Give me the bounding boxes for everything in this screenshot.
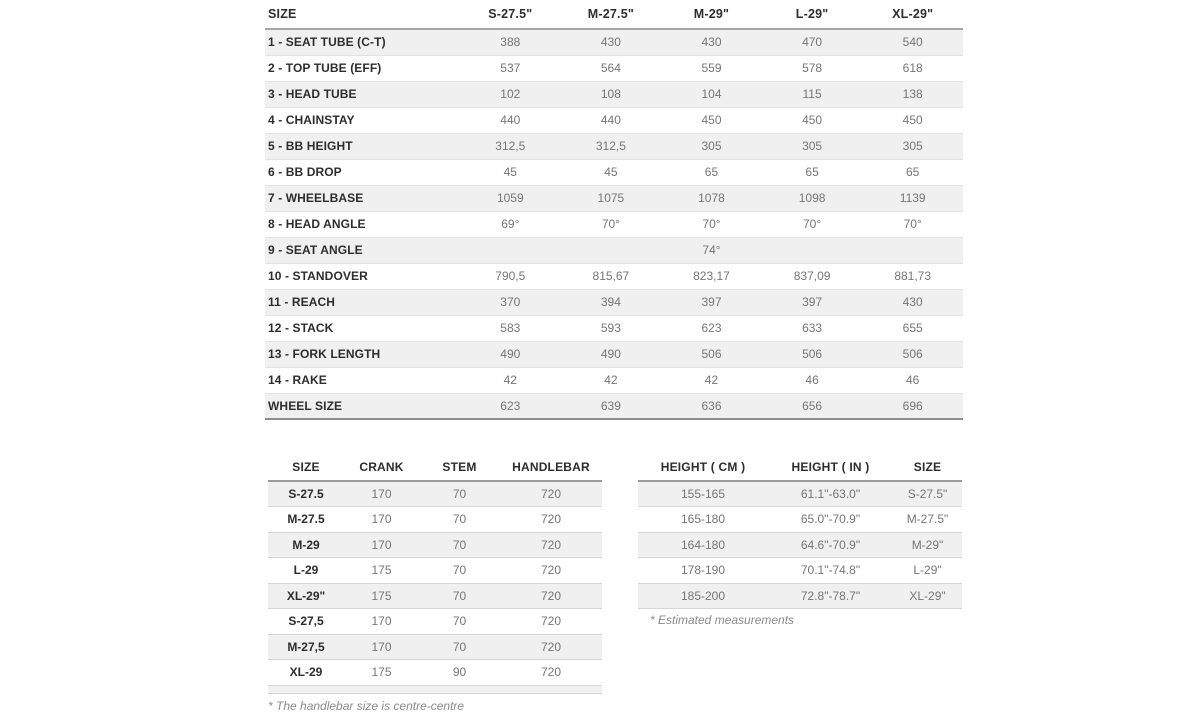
sizing_table-cell: S-27.5" [907, 487, 948, 501]
geometry-value [862, 237, 963, 263]
geometry-value: 506 [701, 347, 722, 361]
sizing_table-cell: M-29" [911, 537, 944, 552]
geometry-value: 639 [600, 398, 621, 413]
rider-sizing-table [638, 453, 962, 609]
geometry-table-body [265, 29, 963, 419]
geometry-value: 578 [802, 61, 823, 75]
geometry-value: 881,73 [894, 269, 932, 283]
geometry-value: 656 [802, 398, 823, 413]
geometry-value: 537 [500, 61, 521, 75]
sizing_table-cell: 185-200 [680, 588, 726, 603]
components_table-cell: 720 [540, 537, 562, 552]
geometry-value: 115 [802, 87, 822, 101]
geometry-row-label: 6 - BB DROP [268, 165, 342, 179]
geometry-value: 1059 [496, 191, 524, 205]
table-filler-cell [268, 685, 602, 693]
geometry-value: 623 [500, 398, 521, 413]
components_table-cell: 70 [452, 537, 467, 552]
components_table-cell: 90 [452, 665, 467, 680]
geometry-value: 70° [803, 217, 822, 231]
components_table-cell: 720 [540, 487, 562, 501]
components_table-cell: 170 [371, 639, 392, 654]
sizing_table-cell: L-29" [913, 563, 942, 578]
components_table-cell: 70 [452, 487, 467, 501]
table-filler-row [268, 685, 602, 693]
geometry-value: 70° [903, 217, 922, 231]
geometry-value: 1075 [597, 191, 625, 205]
components_table-row [268, 558, 602, 584]
geometry-value: 633 [802, 321, 823, 335]
sizing_table-cell: 155-165 [680, 487, 726, 501]
estimated-measurements-footnote: * Estimated measurements [650, 613, 795, 627]
sizing_table-cell: 61.1"-63.0" [800, 487, 861, 501]
geometry-row [265, 81, 963, 107]
components_table-cell: 175 [371, 563, 392, 578]
geometry-row [265, 367, 963, 393]
components_table-cell: 170 [371, 487, 392, 501]
sizing_table-column-header: HEIGHT ( CM ) [660, 459, 746, 474]
components_table-row [268, 583, 602, 609]
geometry-value: 394 [600, 295, 621, 309]
geometry-row [265, 237, 963, 263]
components_table-column-header: STEM [442, 459, 477, 474]
geometry-row-label: 8 - HEAD ANGLE [268, 217, 366, 231]
components_table-row [268, 634, 602, 660]
size-column-header: SIZE [268, 7, 297, 21]
geometry-header-row [265, 0, 963, 29]
sizing_table-row [638, 481, 962, 507]
geometry-value: 108 [600, 87, 621, 101]
frame-size-column-header: L-29" [795, 7, 829, 21]
geometry-value: 470 [802, 35, 823, 50]
geometry-row [265, 133, 963, 159]
components_table-cell: 720 [540, 665, 562, 680]
geometry-row-label: 1 - SEAT TUBE (C-T) [268, 35, 386, 50]
components_table-cell: XL-29" [286, 588, 326, 603]
sizing_table-column-header: SIZE [913, 459, 942, 474]
geometry-row-label: 7 - WHEELBASE [268, 191, 364, 205]
components_table-cell: XL-29 [289, 665, 323, 680]
sizing_table-cell: 178-190 [680, 563, 726, 578]
geometry-value: 1078 [698, 191, 725, 205]
geometry-value: 70° [601, 217, 620, 231]
geometry-table [265, 0, 963, 420]
components_table-cell: 720 [540, 588, 562, 603]
geometry-value: 618 [902, 61, 923, 75]
frame-size-column-header: M-29" [693, 7, 730, 21]
components-table-header [268, 453, 602, 481]
geometry-value: 559 [701, 61, 722, 75]
geometry-value: 138 [902, 87, 923, 101]
components_table-cell: 720 [540, 512, 562, 527]
frame-size-column-header: XL-29" [892, 7, 934, 21]
sizing_table-cell: 72.8"-78.7" [800, 588, 861, 603]
sizing_table-column-header: HEIGHT ( IN ) [791, 459, 870, 474]
components_table-cell: S-27,5 [288, 614, 324, 629]
geometry-value: 450 [902, 113, 923, 127]
geometry-value: 305 [902, 139, 923, 153]
components_table-cell: 170 [371, 537, 392, 552]
geometry-row-label: 2 - TOP TUBE (EFF) [268, 61, 382, 75]
geometry-value: 593 [600, 321, 621, 335]
components_table-cell: M-29 [292, 537, 320, 552]
geometry-value: 540 [902, 35, 923, 50]
components_table-row [268, 532, 602, 558]
geometry-value: 312,5 [495, 139, 526, 153]
geometry-value: 70° [702, 217, 721, 231]
components_table-row [268, 660, 602, 686]
geometry-value: 312,5 [595, 139, 626, 153]
sizing_table-cell: M-27.5" [906, 512, 949, 527]
geometry-value: 1139 [899, 191, 926, 205]
geometry-value: 370 [500, 295, 521, 309]
geometry-value: 696 [902, 398, 923, 413]
geometry-value: 69° [501, 217, 520, 231]
components_table-cell: 175 [371, 588, 392, 603]
geometry-row [265, 185, 963, 211]
geometry-value: 65 [704, 165, 719, 179]
components_table-cell: 720 [540, 563, 562, 578]
geometry-value: 506 [802, 347, 823, 361]
geometry-row-label: 10 - STANDOVER [268, 269, 368, 283]
geometry-value: 397 [802, 295, 823, 309]
sizing_table-cell: 65.0"-70.9" [800, 512, 861, 527]
geometry-value: 623 [701, 321, 722, 335]
components_table-header-row [268, 453, 602, 481]
geometry-row-label: 4 - CHAINSTAY [268, 113, 355, 127]
geometry-value: 45 [503, 165, 517, 179]
geometry-value: 490 [500, 347, 521, 361]
geometry-value: 790,5 [495, 269, 526, 283]
geometry-row-label: 5 - BB HEIGHT [268, 139, 353, 153]
geometry-value: 583 [500, 321, 521, 335]
components_table-cell: M-27,5 [287, 639, 325, 654]
components_table-cell: 175 [371, 665, 392, 680]
components_table-cell: 70 [452, 588, 467, 603]
geometry-value: 430 [902, 295, 923, 309]
geometry-value: 388 [500, 35, 521, 50]
geometry-row-label: 9 - SEAT ANGLE [268, 243, 363, 257]
components_table-row [268, 609, 602, 635]
sizing_table-cell: 70.1"-74.8" [800, 563, 861, 578]
components-table [268, 453, 602, 694]
components_table-cell: 720 [540, 639, 562, 654]
geometry-value: 564 [600, 61, 621, 75]
sizing_table-row [638, 532, 962, 558]
geometry-row-label: 3 - HEAD TUBE [268, 87, 357, 101]
geometry-value: 450 [701, 113, 722, 127]
geometry-value: 1098 [798, 191, 826, 205]
geometry-row [265, 341, 963, 367]
geometry-value: 102 [500, 87, 521, 101]
geometry-row-label: 11 - REACH [268, 295, 336, 309]
handlebar-footnote: * The handlebar size is centre-centre [268, 699, 465, 713]
geometry-row [265, 393, 963, 419]
geometry-value: 397 [701, 295, 722, 309]
geometry-value: 42 [503, 373, 517, 387]
sizing_table-row [638, 507, 962, 533]
frame-size-column-header: S-27.5" [488, 7, 533, 21]
components_table-cell: 70 [452, 639, 467, 654]
geometry-value: 65 [805, 165, 819, 179]
geometry-value: 104 [701, 87, 722, 101]
geometry-value: 305 [802, 139, 823, 153]
geometry-row-label: WHEEL SIZE [268, 398, 343, 413]
geometry-value [762, 237, 863, 263]
frame-size-column-header: M-27.5" [587, 7, 634, 21]
components_table-cell: 70 [452, 512, 467, 527]
geometry-value: 636 [701, 398, 722, 413]
geometry-row [265, 289, 963, 315]
components_table-cell: 170 [371, 614, 392, 629]
components_table-cell: L-29 [293, 563, 319, 578]
geometry-value: 440 [600, 113, 621, 127]
sizing_table-header-row [638, 453, 962, 481]
geometry-row-label: 12 - STACK [268, 321, 334, 335]
components-table-body [268, 481, 602, 693]
sizing_table-row [638, 583, 962, 609]
geometry-row [265, 315, 963, 341]
components_table-cell: 170 [371, 512, 392, 527]
geometry-value: 42 [604, 373, 618, 387]
geometry-row [265, 211, 963, 237]
components_table-cell: S-27.5 [288, 487, 324, 501]
components_table-column-header: HANDLEBAR [512, 459, 590, 474]
components_table-row [268, 507, 602, 533]
geometry-row [265, 55, 963, 81]
geometry-value: 46 [906, 373, 920, 387]
geometry-value: 305 [701, 139, 722, 153]
sizing_table-cell: 164-180 [680, 537, 726, 552]
geometry-row [265, 107, 963, 133]
rider-sizing-table-body [638, 481, 962, 609]
components_table-column-header: CRANK [359, 459, 404, 474]
components_table-column-header: SIZE [292, 459, 320, 474]
geometry-row [265, 263, 963, 289]
sizing_table-row [638, 558, 962, 584]
sizing_table-cell: 165-180 [680, 512, 726, 527]
geometry-value: 46 [805, 373, 819, 387]
rider-sizing-table-header [638, 453, 962, 481]
geometry-value: 440 [500, 113, 521, 127]
components_table-cell: 70 [452, 563, 467, 578]
geometry-value: 655 [902, 321, 923, 335]
geometry-value: 45 [604, 165, 618, 179]
geometry-value: 430 [701, 35, 722, 50]
components_table-row [268, 481, 602, 507]
geometry-value: 815,67 [592, 269, 630, 283]
geometry-value: 74° [702, 243, 721, 257]
sizing_table-cell: 64.6"-70.9" [800, 537, 861, 552]
components_table-cell: M-27.5 [287, 512, 325, 527]
geometry-row-label: 13 - FORK LENGTH [268, 347, 381, 361]
geometry-value [561, 237, 662, 263]
geometry-value: 450 [802, 113, 823, 127]
components_table-cell: 720 [540, 614, 562, 629]
geometry-value: 430 [600, 35, 621, 50]
geometry-row-label: 14 - RAKE [268, 373, 327, 387]
geometry-value: 42 [704, 373, 719, 387]
geometry-value: 837,09 [793, 269, 831, 283]
geometry-table-header [265, 0, 963, 29]
geometry-value: 65 [906, 165, 920, 179]
geometry-value: 506 [902, 347, 923, 361]
geometry-row [265, 159, 963, 185]
geometry-row [265, 29, 963, 55]
geometry-value: 823,17 [693, 269, 730, 283]
sizing_table-cell: XL-29" [909, 588, 946, 603]
geometry-value [460, 237, 561, 263]
geometry-value: 490 [600, 347, 621, 361]
components_table-cell: 70 [452, 614, 467, 629]
